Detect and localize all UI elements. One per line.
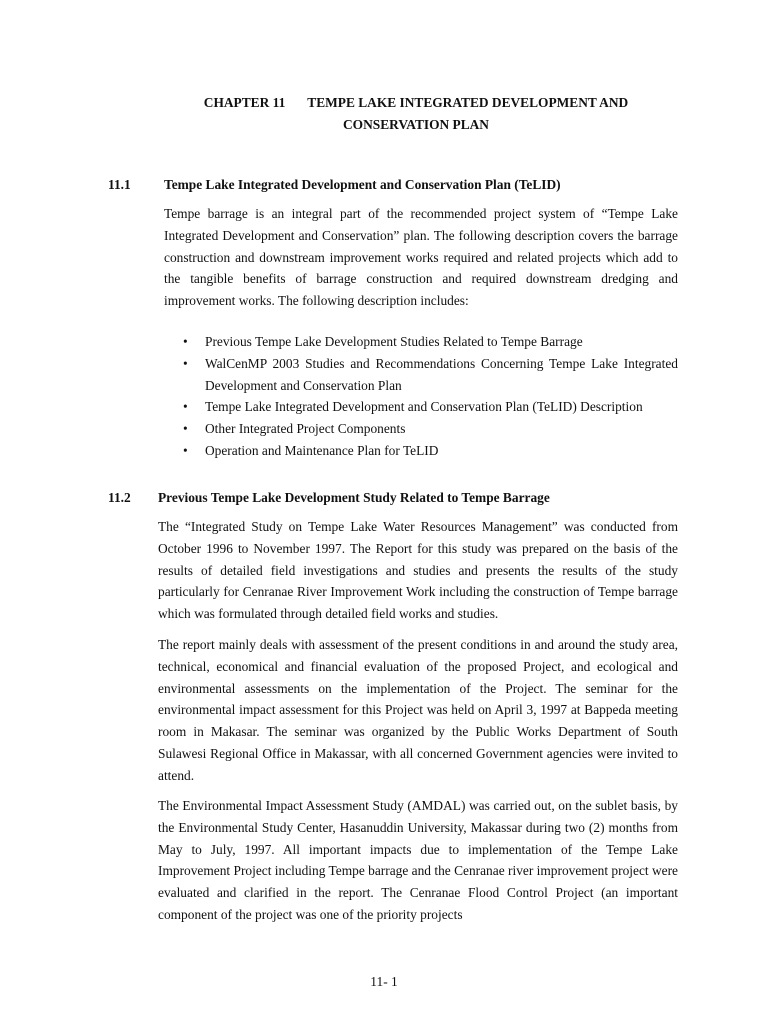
bullet-text: Operation and Maintenance Plan for TeLID bbox=[205, 442, 439, 458]
bullet-item bbox=[183, 331, 678, 353]
bullet-text: Tempe Lake Integrated Development and Conservation Plan (TeLID) Description bbox=[205, 399, 643, 415]
section-11-1-heading bbox=[108, 175, 561, 195]
bullet-dot-icon: • bbox=[183, 355, 188, 371]
bullet-item bbox=[183, 440, 678, 462]
bullet-dot-icon: • bbox=[183, 399, 188, 415]
section-11-2-paragraph-1: The “Integrated Study on Tempe Lake Water Resources Management” was conducted from October 1996 to November 1997. The Report for this study was prepared on the basis of the results of detailed field investigations and studies and presents the results of the study particularly for Cenranae River Improvement Work including the construction of Tempe barrage which was formulated through detailed field works and studies. bbox=[158, 519, 678, 622]
chapter-title bbox=[100, 92, 732, 136]
section-11-1-bullet-list bbox=[183, 331, 678, 462]
section-title: Previous Tempe Lake Development Study Related to Tempe Barrage bbox=[158, 490, 550, 505]
section-11-2-paragraph-3: The Environmental Impact Assessment Study (AMDAL) was carried out, on the sublet basis, by the Environmental Study Center, Hasanuddin University, Makassar during two (2) months from May to July, 1997. All important impacts due to implementation of the Tempe Lake Improvement Project including Tempe barrage and the Cenranae river improvement project were evaluated and clarified in the report. The Cenranae Flood Control Project (an important component of the project was one of the priority projects bbox=[158, 798, 678, 922]
chapter-title-text-1: TEMPE LAKE INTEGRATED DEVELOPMENT AND bbox=[307, 95, 629, 110]
bullet-text: Previous Tempe Lake Development Studies Related to Tempe Barrage bbox=[205, 334, 583, 349]
bullet-item bbox=[183, 353, 678, 397]
section-number: 11.2 bbox=[108, 490, 131, 505]
section-number: 11.1 bbox=[108, 177, 131, 192]
bullet-text: Other Integrated Project Components bbox=[205, 421, 406, 437]
bullet-item bbox=[183, 396, 678, 418]
bullet-dot-icon: • bbox=[183, 442, 188, 458]
chapter-number: CHAPTER 11 bbox=[203, 95, 286, 110]
bullet-text: WalCenMP 2003 Studies and Recommendations Concerning Tempe Lake Integrated Development and Conservation Plan bbox=[205, 355, 678, 393]
chapter-title-line-1 bbox=[100, 92, 732, 114]
section-title: Tempe Lake Integrated Development and Conservation Plan (TeLID) bbox=[164, 177, 561, 192]
bullet-dot-icon: • bbox=[183, 334, 188, 349]
chapter-title-line-2: CONSERVATION PLAN bbox=[343, 117, 489, 132]
bullet-item bbox=[183, 418, 678, 440]
section-11-2-paragraph-2: The report mainly deals with assessment of the present conditions in and around the study area, technical, economical and financial evaluation of the proposed Project, and ecological and environmental assessments on the implementation of the Project. The seminar for the environmental impact assessment for this Project was held on April 3, 1997 at Bappeda meeting room in Makasar. The seminar was organized by the Public Works Department of South Sulawesi Regional Office in Makassar, with all concerned Government agencies were invited to attend. bbox=[158, 637, 678, 783]
bullet-dot-icon: • bbox=[183, 421, 188, 437]
section-11-2-heading bbox=[108, 488, 550, 508]
section-11-1-paragraph: Tempe barrage is an integral part of the recommended project system of “Tempe Lake Integrated Development and Conservation” plan. The following description covers the barrage construction and downstream improvement works required and related projects which add to the tangible benefits of barrage construction and required downstream dredging and improvement works. The following description includes: bbox=[164, 206, 678, 309]
page-number: 11- 1 bbox=[370, 974, 398, 989]
